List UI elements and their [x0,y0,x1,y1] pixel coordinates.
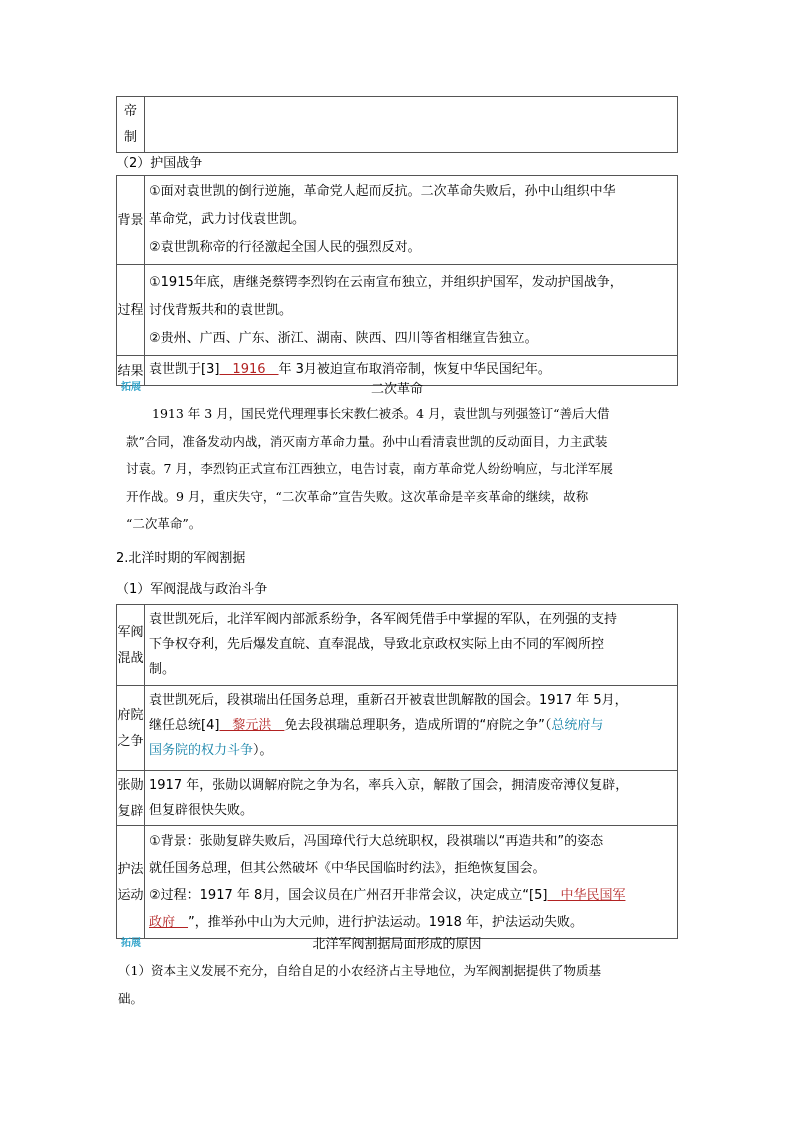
table-row [117,686,678,771]
text-line: 讨伐背叛共和的袁世凯。 [149,303,293,318]
extension-title: 二次革命 [370,382,423,397]
row-body [145,605,678,686]
text-line: 下争权夺利，先后爆发直皖、直奉混战，导致北京政权实际上由不同的军阀所控 [149,637,605,652]
text-line: 袁世凯死后，北洋军阀内部派系纷争，各军阀凭借手中掌握的军队，在列强的支持 [149,612,618,627]
text-line: 讨袁。7 月，李烈钧正式宣布江西独立，电告讨袁，南方革命党人纷纷响应，与北洋军展 [126,461,613,476]
row-label: 结果 [117,356,145,386]
text-line: ②过程：1917 年 8月，国会议员在广州召开非常会议，决定成立“[5] 中华民国军 [149,888,626,903]
label-char: 帝 [123,104,137,119]
answer-blank: 黎元洪 [219,718,285,733]
row-label: 护法 运动 [117,826,145,939]
row-label: 张勋 复辟 [117,771,145,826]
text-line: 制。 [149,662,176,677]
row-label-dizhi [117,97,145,153]
text-line: ②贵州、广西、广东、浙江、湖南、陕西、四川等省相继宣告独立。 [149,331,538,346]
extension-tag: 拓展 [121,938,141,949]
table-row [117,605,678,686]
row-body [145,826,678,939]
text-line: 就任国务总理，但其公然破坏《中华民国临时约法》，拒绝恢复国会。 [149,861,546,876]
extension-tag: 拓展 [121,382,141,393]
table-row [117,265,678,356]
row-body [145,686,678,771]
answer-blank: 政府 [149,915,189,930]
extension-paragraph [118,957,674,1012]
text-line: ①1915年底，唐继尧蔡锷李烈钧在云南宣布独立，并组织护国军，发动护国战争， [149,275,623,290]
text-line: 础。 [118,990,144,1006]
text-line: 继任总统[4] 黎元洪 免去段祺瑞总理职务，造成所谓的“府院之争”（总统府与 [149,718,604,733]
text-line: 1917 年，张勋以调解府院之争为名，率兵入京，解散了国会，拥清废帝溥仪复辟， [149,778,629,793]
extension-title: 北洋军阀割据局面形成的原因 [312,937,482,952]
text-line: 政府 ”，推举孙中山为大元帅，进行护法运动。1918 年，护法运动失败。 [149,915,583,930]
text-line: 款”合同，准备发动内战，消灭南方革命力量。孙中山看清袁世凯的反动面目，力主武装 [126,433,608,449]
table-row [117,826,678,939]
row-label: 过程 [117,265,145,356]
text-line: ②袁世凯称帝的行径激起全国人民的强烈反对。 [149,240,421,255]
row-body-dizhi [145,97,678,153]
row-body [145,265,678,356]
text-line: 但复辟很快失败。 [149,803,254,818]
table-row [117,176,678,265]
text-line: “二次革命”。 [126,516,202,531]
text-line: ①背景：张勋复辟失败后，冯国璋代行大总统职权，段祺瑞以“再造共和”的姿态 [149,834,604,849]
text-segment: 袁世凯于[3] [149,362,220,377]
section-heading: 2.北洋时期的军阀割据 [116,551,246,566]
text-line: （1）资本主义发展不充分，自给自足的小农经济占主导地位，为军阀割据提供了物质基 [118,963,601,978]
top-table [116,96,678,153]
highlight-text: 国务院的权力斗争 [149,743,254,758]
text-line: 革命党，武力讨伐袁世凯。 [149,212,306,227]
warlord-table [116,604,678,939]
extension-paragraph [126,400,671,538]
text-line: 开作战。9 月，重庆失守，“二次革命”宣告失败。这次革命是辛亥革命的继续，故称 [126,488,589,504]
highlight-text: 总统府与 [551,718,604,733]
row-body [145,176,678,265]
row-label: 军阀 混战 [117,605,145,686]
row-body [145,771,678,826]
text-line: 袁世凯死后，段祺瑞出任国务总理，重新召开被袁世凯解散的国会。1917 年 5月， [149,693,628,708]
text-line: ①面对袁世凯的倒行逆施，革命党人起而反抗。二次革命失败后，孙中山组织中华 [149,184,616,199]
sub-heading: （1）军阀混战与政治斗争 [116,582,268,597]
row-label: 府院 之争 [117,686,145,771]
label-char: 制 [123,130,137,145]
answer-blank: 1916 [219,362,279,377]
text-line: 国务院的权力斗争）。 [149,743,273,758]
table-row [117,771,678,826]
section-heading-huguo: （2）护国战争 [116,156,203,171]
text-line: 1913 年 3 月，国民党代理理事长宋教仁被杀。4 月，袁世凯与列强签订“善后大借 [152,406,610,421]
text-segment: 年 3月被迫宣布取消帝制，恢复中华民国纪年。 [278,362,551,377]
answer-blank: 中华民国军 [547,888,626,903]
row-label: 背景 [117,176,145,265]
huguo-table [116,175,678,386]
